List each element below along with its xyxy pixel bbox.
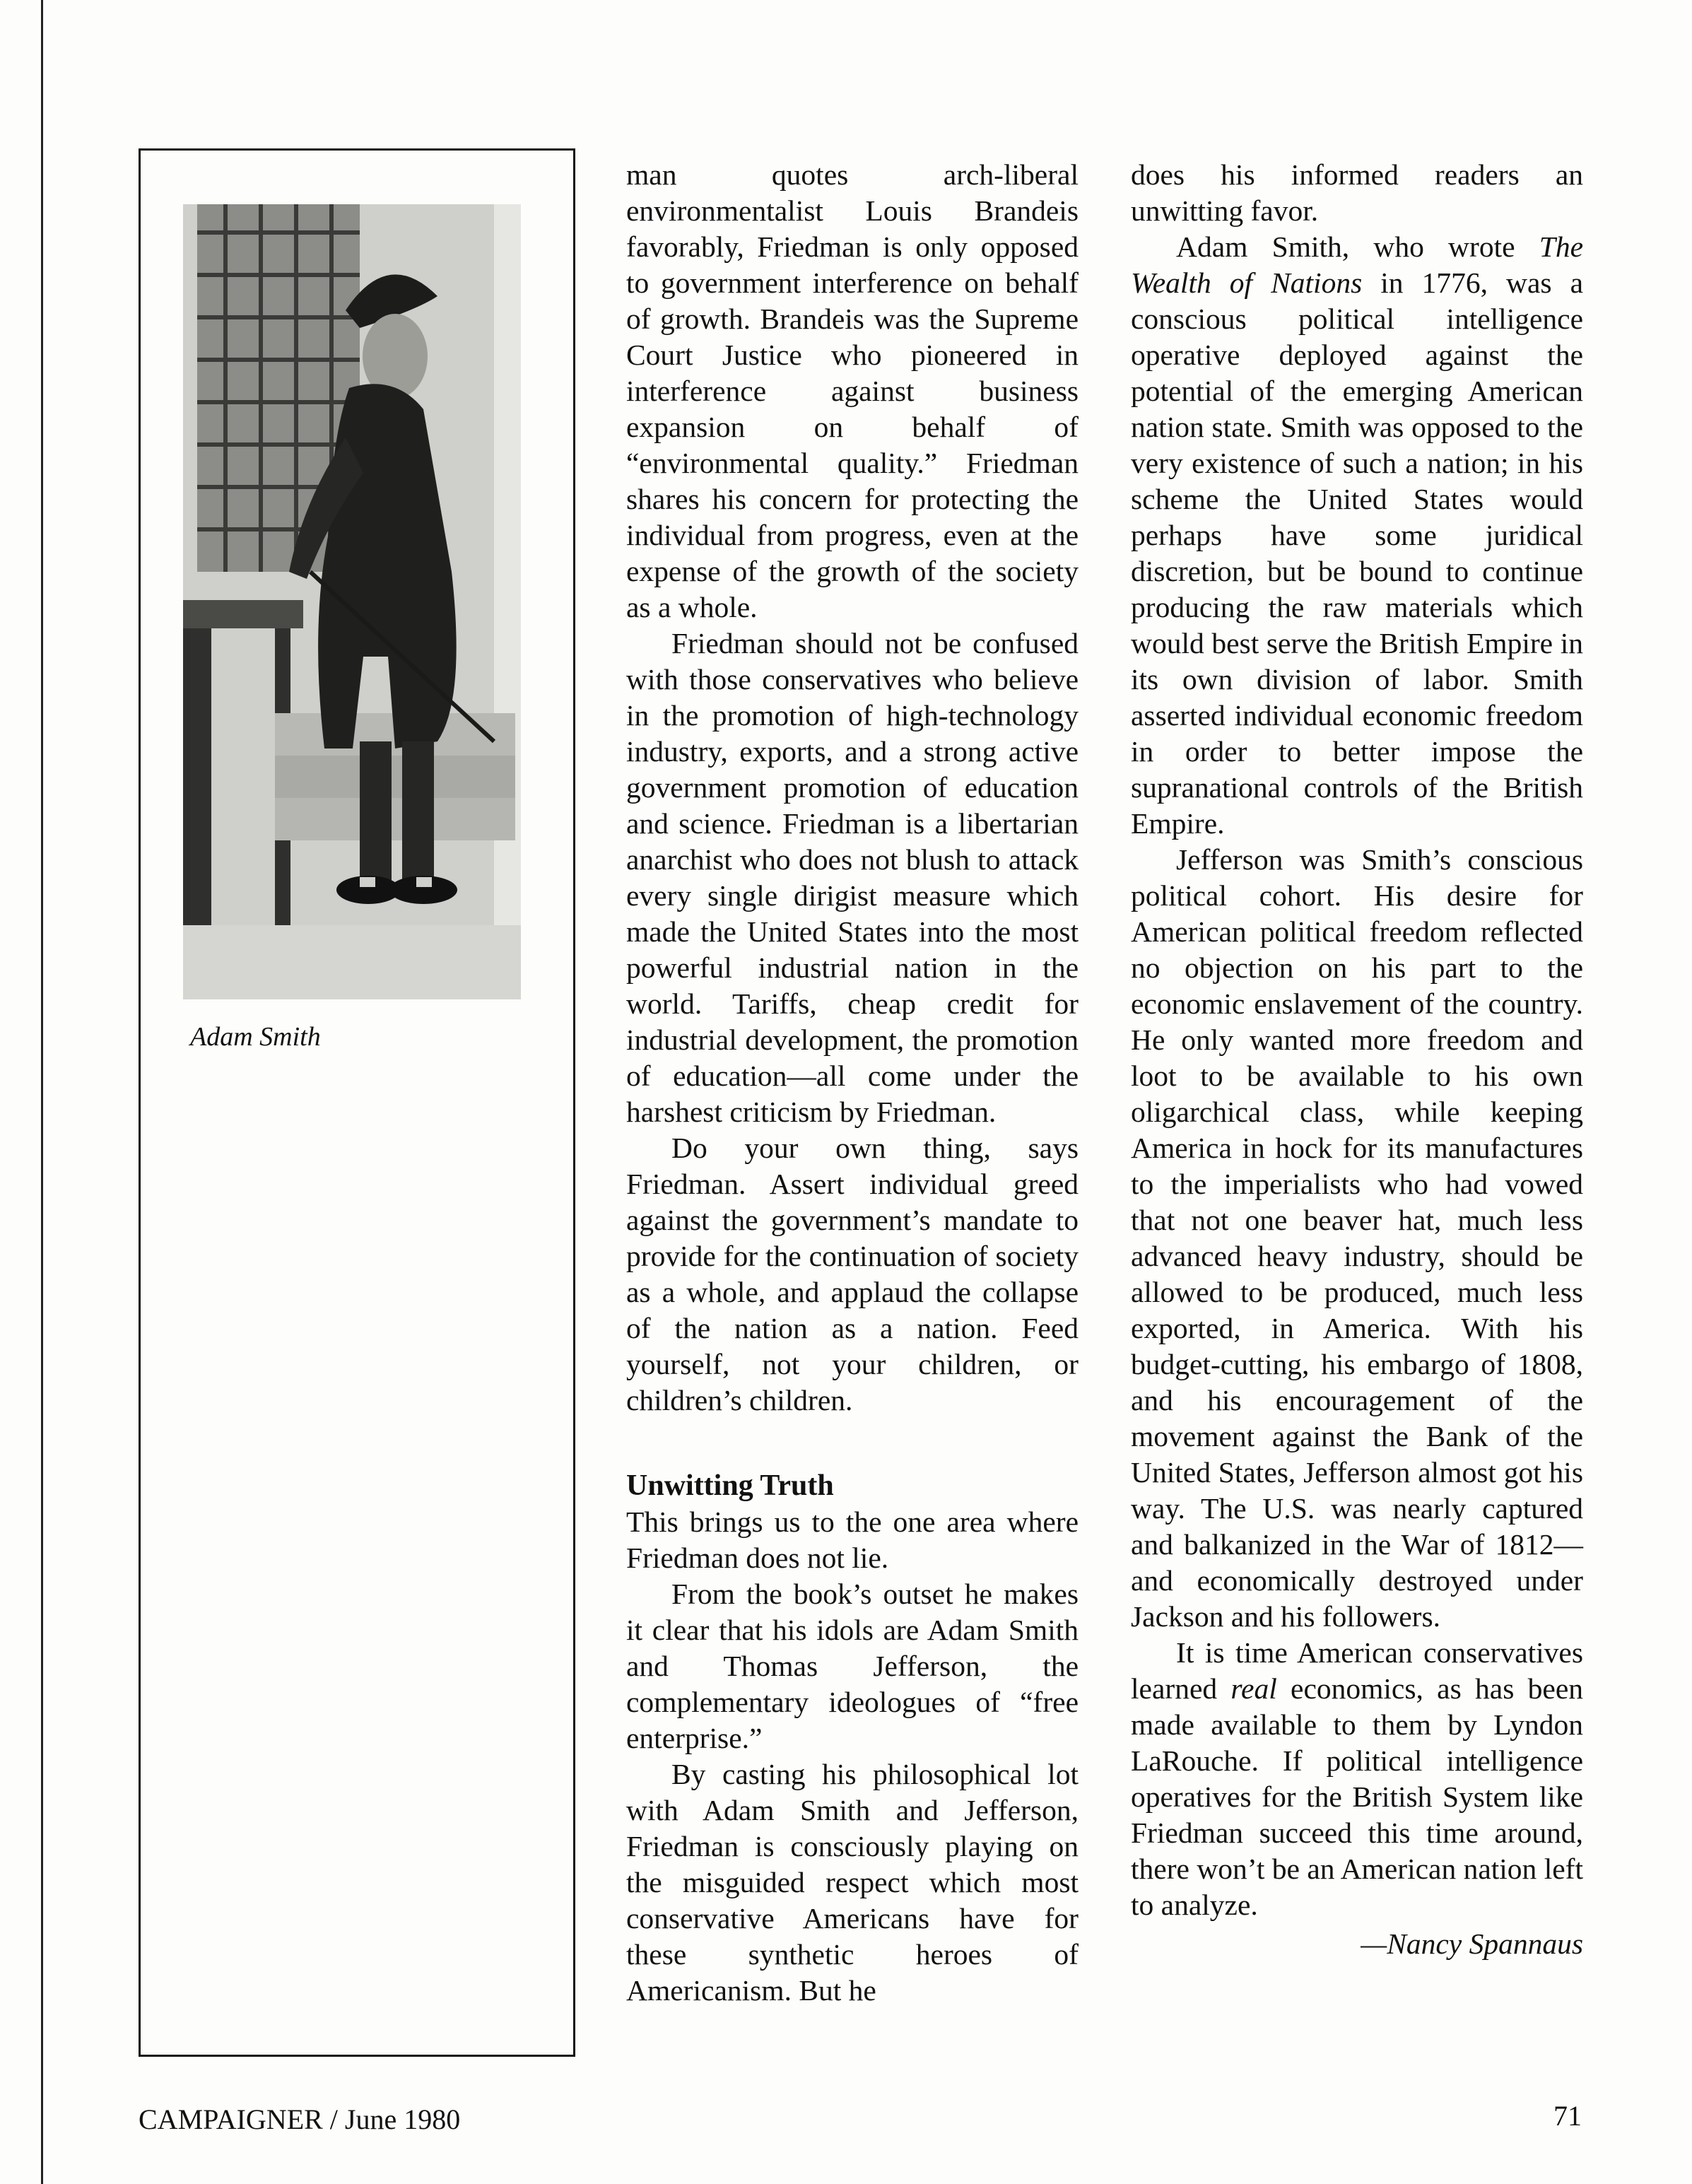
page-number: 71 xyxy=(1553,2100,1582,2132)
paragraph: Jefferson was Smith’s conscious political cohort. His desire for American political freedom reflected no objection on his part to the economic enslavement of the country. He only wanted more freedom and loot to be available to his own oligarchical class, while keeping America in hock for its manufactures to the imperialists who had vowed that not one beaver hat, much less advanced heavy industry, should be allowed to be produced, much less exported, in America. With his budget-cutting, his embargo of 1808, and his encouragement of the movement against the Bank of the United States, Jefferson almost got his way. The U.S. was nearly captured and balkanized in the War of 1812—and economically destroyed under Jackson and his followers. xyxy=(1131,843,1583,1633)
paragraph: Do your own thing, says Friedman. Assert individual greed against the government’s mandate to provide for the continuation of society as a whole, and applaud the collapse of the nation as a nation. Feed yourself, not your children, or children’s children. xyxy=(626,1132,1079,1416)
emphasis: real xyxy=(1230,1672,1277,1705)
paragraph: By casting his philosophical lot with Adam Smith and Jefferson, Friedman is consciously playing on the misguided respect which most conservative Americans have for these synthetic heroes of Americanism. But he xyxy=(626,1758,1079,2007)
text-run: economics, as has been made available to them by Lyndon LaRouche. If political intelligence operatives for the British System like Friedman succeed this time around, there won’t be an American nation left to analyze. xyxy=(1131,1672,1584,1921)
sidebar-image-box xyxy=(139,148,575,2057)
paragraph xyxy=(1131,229,1583,842)
paragraph xyxy=(1131,1635,1583,1923)
text-run: It is time American conservatives learned xyxy=(1131,1636,1583,1705)
article-column-3 xyxy=(1131,157,1583,1962)
paragraph: From the book’s outset he makes it clear that his idols are Adam Smith and Thomas Jefferson, the complementary ideologues of “free enterprise.” xyxy=(626,1578,1079,1754)
paragraph: man quotes arch-liberal environmentalist Louis Brandeis favorably, Friedman is only opposed to government interference on behalf of growth. Brandeis was the Supreme Court Justice who pioneered in interference against business expansion on behalf of “environmental quality.” Friedman shares his concern for protecting the individual from progress, even at the expense of the growth of the society as a whole. xyxy=(626,158,1079,623)
portrait-engraving-icon xyxy=(183,204,521,999)
paragraph: This brings us to the one area where Friedman does not lie. xyxy=(626,1505,1079,1574)
text-run: Adam Smith, who wrote xyxy=(1176,230,1539,263)
article-column-2 xyxy=(626,157,1079,2009)
text-run: in 1776, was a conscious political intelligence operative deployed against the potential of the emerging American nation state. Smith was opposed to the very existence of such a nation; in his scheme the United States would perhaps have some juridical discretion, but be bound to continue producing the raw materials which would best serve the British Empire in its own division of labor. Smith asserted individual economic freedom in order to better impose the supranational controls of the British Empire. xyxy=(1131,266,1583,840)
binding-edge-line xyxy=(41,0,43,2184)
section-heading: Unwitting Truth xyxy=(626,1469,834,1502)
paragraph: Friedman should not be confused with those conservatives who believe in the promotion of high-technology industry, exports, and a strong active government promotion of education and science. Friedman is a libertarian anarchist who does not blush to attack every single dirigist measure which made the United States into the most powerful industrial nation in the world. Tariffs, cheap credit for industrial development, the promotion of education—all come under the harshest criticism by Friedman. xyxy=(626,627,1079,1128)
image-caption: Adam Smith xyxy=(190,1022,321,1052)
book-title: The Wealth of Nations xyxy=(1131,230,1583,299)
paragraph: does his informed readers an unwitting favor. xyxy=(1131,158,1583,227)
author-signature: —Nancy Spannaus xyxy=(1361,1927,1583,1960)
publication-footer: CAMPAIGNER / June 1980 xyxy=(139,2103,461,2135)
